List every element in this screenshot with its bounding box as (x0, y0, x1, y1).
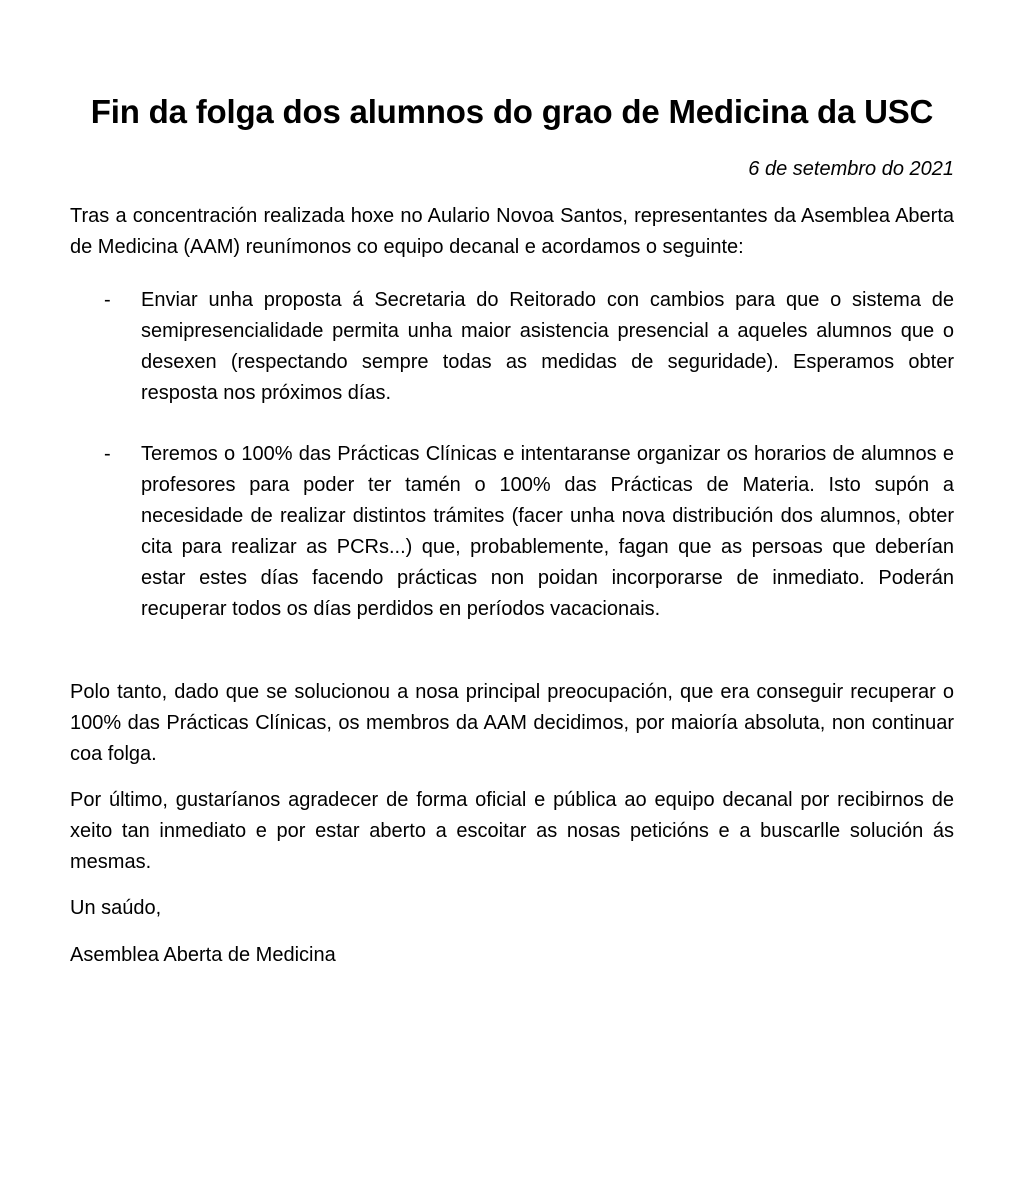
signature: Asemblea Aberta de Medicina (70, 944, 336, 966)
list-item-text: Teremos o 100% das Prácticas Clínicas e intentaranse organizar os horarios de alumnos e profesores para poder ter tamén o 100% das Prácticas de Materia. Isto supón a necesidade de realizar distintos trámites (facer unha nova distribución dos alumnos, obter cita para realizar as PCRs...) que, probablemente, fagan que as persoas que deberían estar estes días facendo prácticas non poidan incorporarse de inmediato. Poderán recuperar todos os días perdidos en períodos vacacionais. (141, 443, 954, 620)
list-item (70, 439, 954, 625)
document-page (70, 90, 954, 971)
list-item-text: Enviar unha proposta á Secretaria do Reitorado con cambios para que o sistema de semipresencialidade permita unha maior asistencia presencial a aqueles alumnos que o desexen (respectando sempre todas as medidas de seguridade). Esperamos obter resposta nos próximos días. (141, 289, 954, 404)
agreement-list (70, 285, 954, 625)
intro-paragraph: Tras a concentración realizada hoxe no Aulario Novoa Santos, representantes da Asemblea Aberta de Medicina (AAM) reunímonos co equipo decanal e acordamos o seguinte: (70, 205, 954, 258)
document-date: 6 de setembro do 2021 (748, 158, 954, 180)
bullet-dash: - (104, 443, 111, 465)
bullet-dash: - (104, 289, 111, 311)
thanks-paragraph: Por último, gustaríanos agradecer de forma oficial e pública ao equipo decanal por recibirnos de xeito tan inmediato e por estar aberto a escoitar as nosas peticións e a buscarlle solución ás mesmas. (70, 789, 954, 873)
conclusion-paragraph: Polo tanto, dado que se solucionou a nosa principal preocupación, que era conseguir recuperar o 100% das Prácticas Clínicas, os membros da AAM decidimos, por maioría absoluta, non continuar coa folga. (70, 681, 954, 765)
document-title: Fin da folga dos alumnos do grao de Medicina da USC (90, 93, 934, 130)
list-item (70, 285, 954, 409)
greeting: Un saúdo, (70, 897, 162, 919)
